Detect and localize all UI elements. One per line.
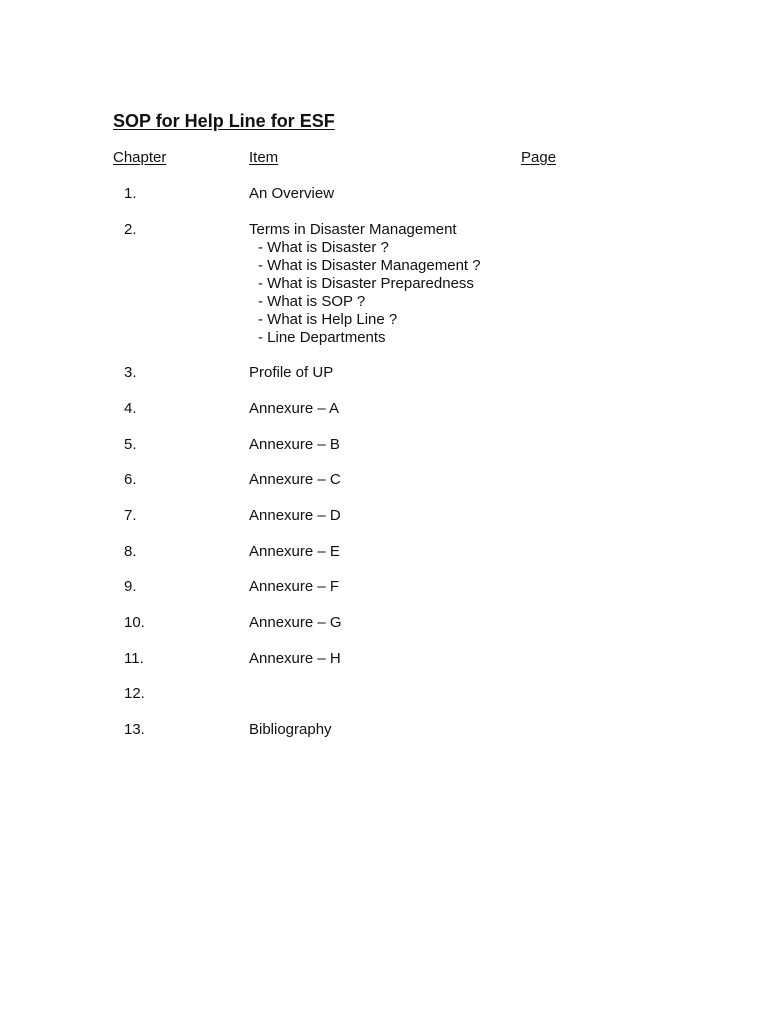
chapter-item: Annexure – E <box>249 543 340 560</box>
chapter-number: 7. <box>124 507 137 524</box>
chapter-number: 4. <box>124 400 137 417</box>
chapter-number: 6. <box>124 471 137 488</box>
chapter-number: 13. <box>124 721 145 738</box>
chapter-item: Terms in Disaster Management <box>249 221 457 238</box>
chapter-item: An Overview <box>249 185 335 202</box>
chapter-number: 9. <box>124 578 137 595</box>
chapter-number: 12. <box>124 685 145 702</box>
chapter-subitem: - What is Help Line ? <box>258 311 398 328</box>
chapter-item: Annexure – F <box>249 578 340 595</box>
chapter-subitem: - Line Departments <box>258 329 386 346</box>
chapter-number: 11. <box>124 650 144 667</box>
chapter-subitem: - What is Disaster Management ? <box>258 257 481 274</box>
chapter-item: Annexure – A <box>249 400 340 417</box>
chapter-number: 10. <box>124 614 145 631</box>
column-header-item: Item <box>249 149 279 166</box>
column-header-page: Page <box>521 149 557 166</box>
document-title: SOP for Help Line for ESF <box>113 111 335 131</box>
chapter-item: Profile of UP <box>249 364 334 381</box>
column-header-chapter: Chapter <box>113 149 167 166</box>
chapter-item: Annexure – G <box>249 614 342 631</box>
chapter-subitem: - What is Disaster Preparedness <box>258 275 474 292</box>
chapter-item-group <box>249 221 481 347</box>
chapter-item: Annexure – H <box>249 650 341 667</box>
chapter-number: 1. <box>124 185 137 202</box>
chapter-number: 5. <box>124 436 137 453</box>
chapter-item: Annexure – C <box>249 471 341 488</box>
chapter-item: Bibliography <box>249 721 332 738</box>
chapter-item: Annexure – B <box>249 436 340 453</box>
chapter-subitem: - What is SOP ? <box>258 293 366 310</box>
chapter-subitem: - What is Disaster ? <box>258 239 389 256</box>
chapter-number: 3. <box>124 364 137 381</box>
chapter-number: 2. <box>124 221 137 238</box>
chapter-number: 8. <box>124 543 137 560</box>
chapter-item: Annexure – D <box>249 507 341 524</box>
